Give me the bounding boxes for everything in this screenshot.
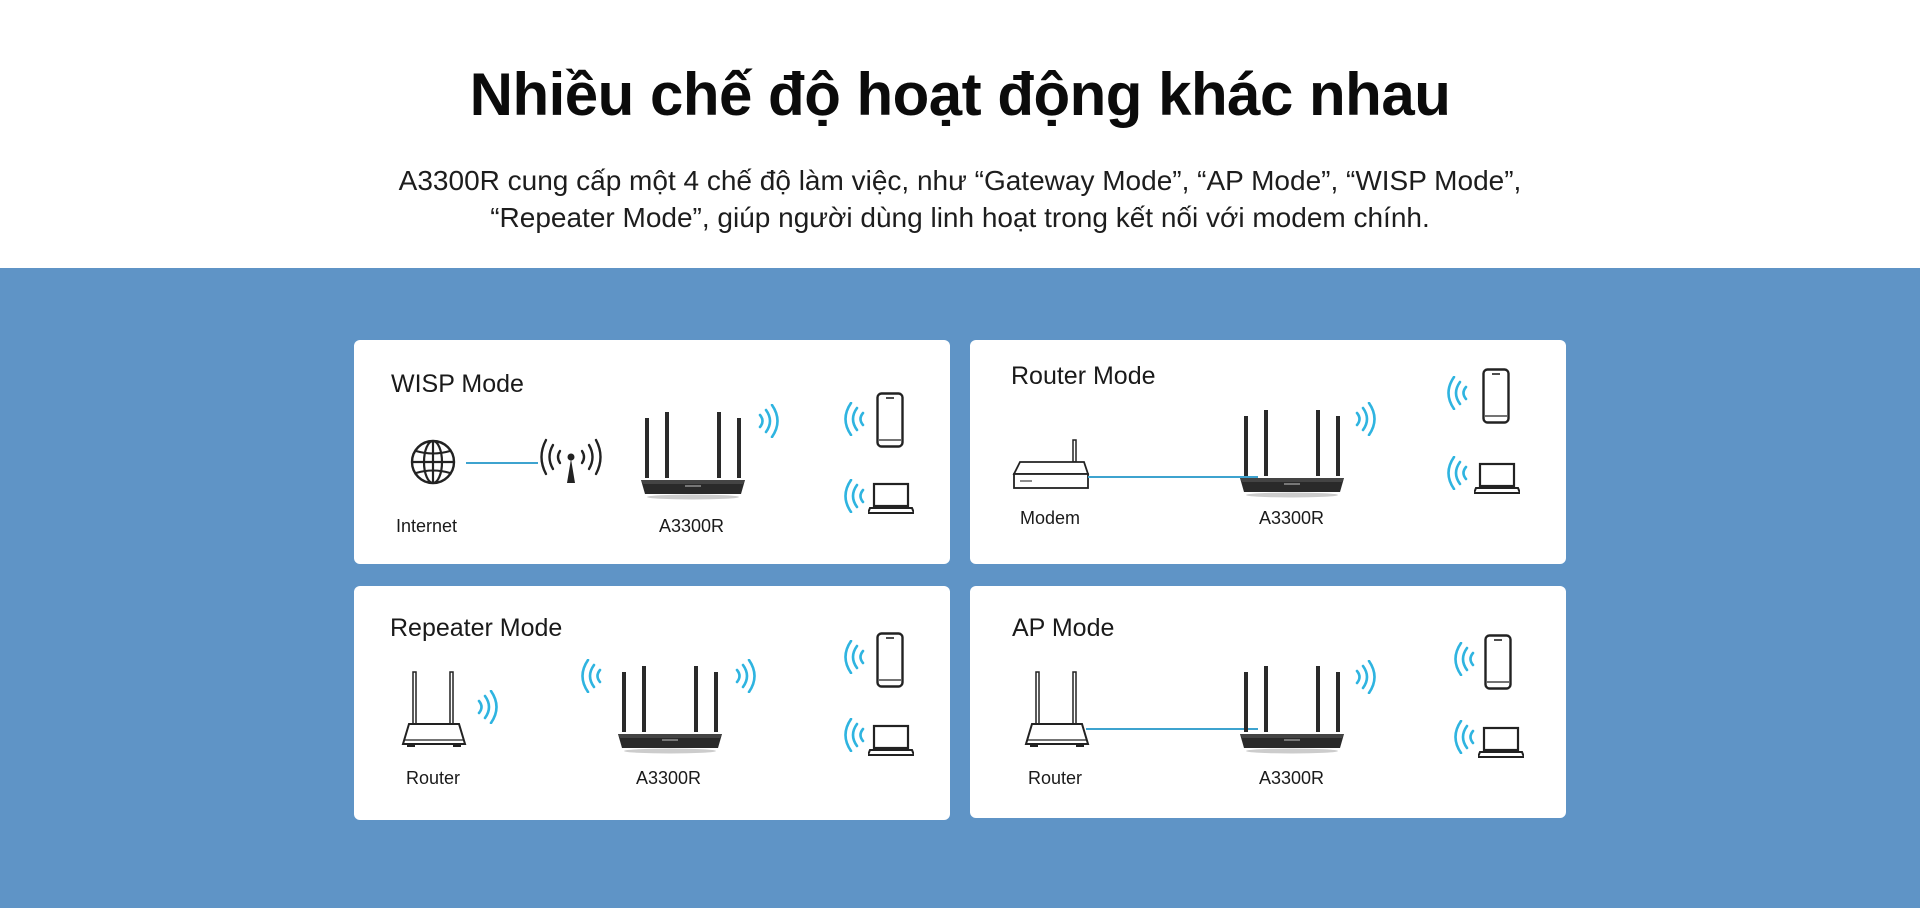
laptop-icon [868,482,914,516]
wifi-waves-icon [757,404,781,438]
router-icon [637,410,749,500]
description-line-2: “Repeater Mode”, giúp người dùng linh hoạt trong kết nối với modem chính. [490,202,1430,233]
laptop-icon [868,724,914,758]
page-title: Nhiều chế độ hoạt động khác nhau [469,61,1451,128]
wifi-waves-icon [842,640,866,674]
modem-icon [1012,438,1090,492]
source-label: Router [406,768,461,788]
antenna-tower-icon [540,437,602,485]
wifi-waves-icon [1452,642,1476,676]
card-title: AP Mode [1012,614,1115,642]
router-icon [614,664,726,754]
source-label: Router [1028,768,1083,788]
modes-band [0,268,1920,908]
card-title: Router Mode [1011,362,1156,390]
globe-icon [409,438,457,486]
source-label: Internet [396,516,458,536]
wifi-waves-icon [842,402,866,436]
router-icon [1236,664,1348,754]
wifi-waves-icon [1445,376,1469,410]
wifi-waves-icon [1354,402,1378,436]
laptop-icon [1474,462,1520,496]
wifi-waves-icon [842,718,866,752]
repeater-mode-card [354,586,950,820]
page-description [0,162,1920,236]
laptop-icon [1478,726,1524,760]
card-title: Repeater Mode [390,614,563,642]
wifi-waves-icon [734,659,758,693]
smartphone-icon [1482,368,1510,424]
white-router-icon [401,670,467,750]
smartphone-icon [876,632,904,688]
link-line [1088,476,1258,478]
device-label: A3300R [636,768,702,788]
link-line [1086,728,1258,730]
smartphone-icon [876,392,904,448]
device-label: A3300R [1259,508,1325,528]
wifi-waves-icon [842,479,866,513]
wifi-waves-icon [1354,660,1378,694]
card-title: WISP Mode [391,370,524,398]
wifi-waves-icon [1452,720,1476,754]
description-line-1: A3300R cung cấp một 4 chế độ làm việc, như “Gateway Mode”, “AP Mode”, “WISP Mode”, [398,165,1522,196]
device-label: A3300R [1259,768,1325,788]
white-router-icon [1024,670,1090,750]
source-label: Modem [1020,508,1081,528]
header-section [0,0,1920,268]
router-icon [1236,408,1348,498]
wisp-mode-card [354,340,950,564]
device-label: A3300R [659,516,725,536]
link-line [466,462,538,464]
ap-mode-card [970,586,1566,818]
wifi-waves-icon [476,690,500,724]
router-mode-card [970,340,1566,564]
wifi-waves-icon [579,659,603,693]
smartphone-icon [1484,634,1512,690]
wifi-waves-icon [1445,456,1469,490]
